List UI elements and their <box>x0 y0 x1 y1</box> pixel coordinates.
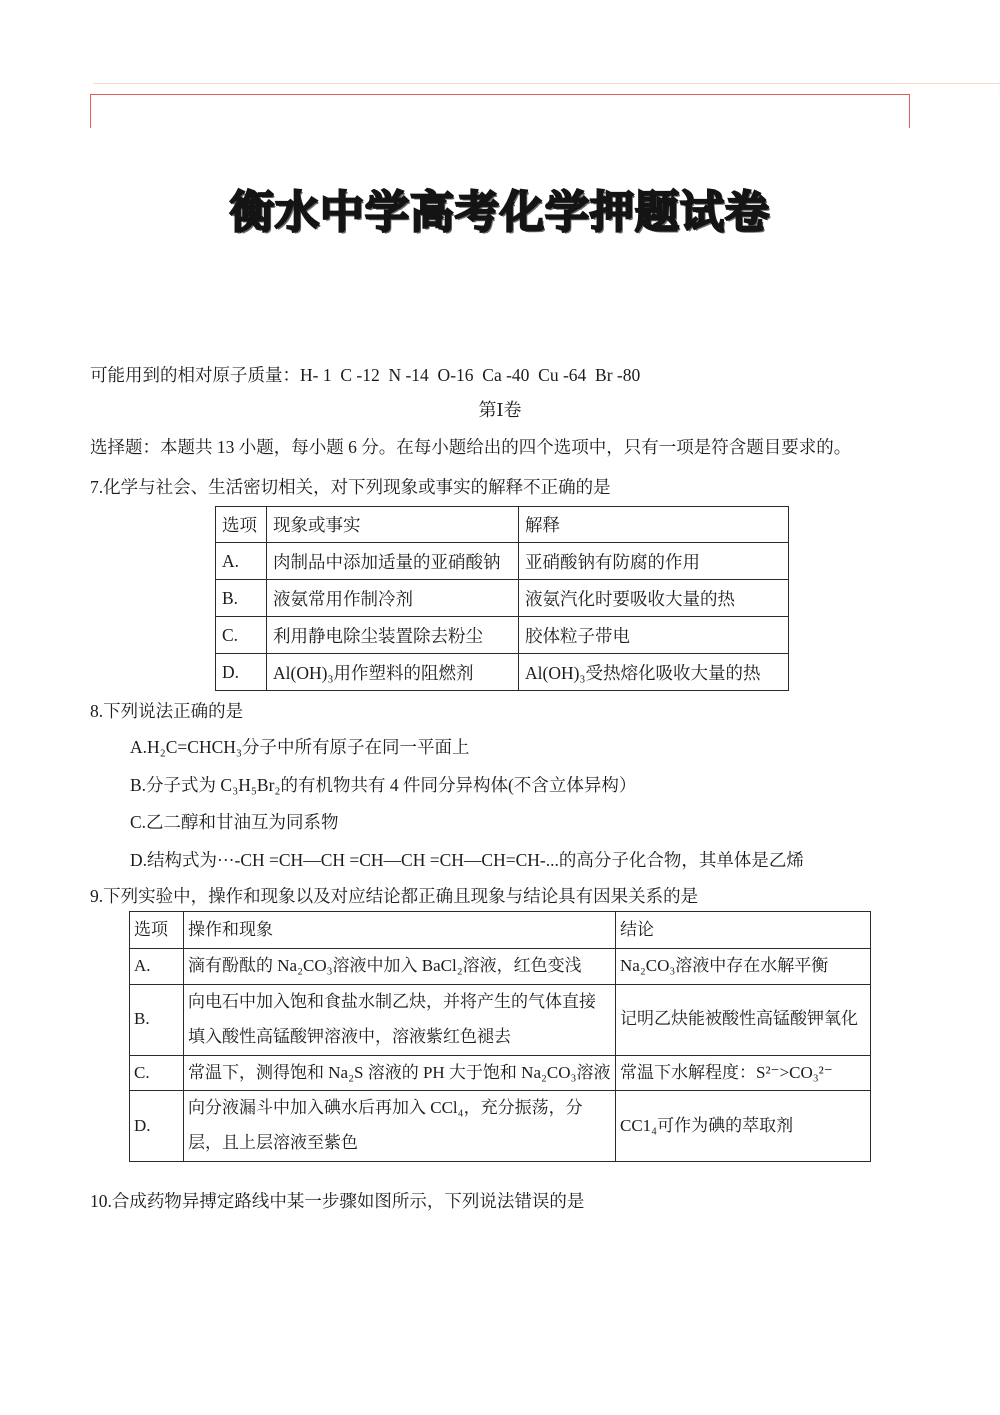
option-a: A.H₂C=CHCH₃分子中所有原子在同一平面上 <box>130 737 470 757</box>
conclusion-cell: Na₂CO₃溶液中存在水解平衡 <box>616 949 871 985</box>
table-row <box>130 1055 871 1091</box>
table-row <box>130 949 871 985</box>
operation-cell: 向电石中加入饱和食盐水制乙炔，并将产生的气体直接填入酸性高锰酸钾溶液中，溶液紫红色褪去 <box>184 984 616 1055</box>
question-9-stem: 9.下列实验中，操作和现象以及对应结论都正确且现象与结论具有因果关系的是 <box>90 886 699 906</box>
header-cell-operation: 操作和现象 <box>184 912 616 949</box>
instructions-line: 选择题：本题共 13 小题，每小题 6 分。在每小题给出的四个选项中，只有一项是符含题目要求的。 <box>90 437 852 457</box>
table-row <box>216 580 789 617</box>
question-7-table <box>215 506 789 691</box>
option-label: B. <box>216 580 267 617</box>
option-label: D. <box>130 1091 184 1162</box>
option-label: D. <box>216 654 267 691</box>
header-red-box <box>90 94 910 128</box>
phenomenon-cell: 肉制品中添加适量的亚硝酸钠 <box>267 543 519 580</box>
option-b: B.分子式为 C₃H₅Br₂的有机物共有 4 件同分异构体(不含立体异构） <box>130 774 637 795</box>
operation-cell: 常温下，测得饱和 Na₂S 溶液的 PH 大于饱和 Na₂CO₃溶液 <box>184 1055 616 1091</box>
option-c: C.乙二醇和甘油互为同系物 <box>130 812 339 832</box>
table-row <box>216 543 789 580</box>
exam-title: 衡水中学高考化学押题试卷 <box>230 188 770 237</box>
question-8-options <box>130 729 940 879</box>
question-9-table <box>129 911 871 1162</box>
phenomenon-cell: 液氨常用作制冷剂 <box>267 580 519 617</box>
explanation-cell: 胶体粒子带电 <box>519 617 789 654</box>
conclusion-cell: 常温下水解程度：S²⁻>CO₃²⁻ <box>616 1055 871 1091</box>
table-header-row <box>216 507 789 543</box>
conclusion-cell: 记明乙炔能被酸性高锰酸钾氧化 <box>616 984 871 1055</box>
table-row <box>216 654 789 691</box>
table-header-row <box>130 912 871 949</box>
header-cell-explanation: 解释 <box>519 507 789 543</box>
conclusion-cell: CC1₄可作为碘的萃取剂 <box>616 1091 871 1162</box>
option-label: C. <box>130 1055 184 1091</box>
section-title: 第Ⅰ卷 <box>478 400 522 420</box>
atomic-mass-note: 可能用到的相对原子质量：H- 1 C -12 N -14 O-16 Ca -40 Cu -64 Br -80 <box>90 365 641 385</box>
option-d: D.结构式为···-CH =CH—CH =CH—CH =CH—CH=CH-...的高分子化合物，其单体是乙烯 <box>130 849 804 870</box>
table-row <box>216 617 789 654</box>
question-10-stem: 10.合成药物异搏定路线中某一步骤如图所示，下列说法错误的是 <box>90 1191 585 1211</box>
operation-cell: 向分液漏斗中加入碘水后再加入 CCl₄，充分振荡，分层，且上层溶液至紫色 <box>184 1091 616 1162</box>
operation-cell: 滴有酚酞的 Na₂CO₃溶液中加入 BaCl₂溶液，红色变浅 <box>184 949 616 985</box>
table-row <box>130 984 871 1055</box>
header-cell-conclusion: 结论 <box>616 912 871 949</box>
phenomenon-cell: 利用静电除尘装置除去粉尘 <box>267 617 519 654</box>
page-top-rule <box>93 83 1000 84</box>
header-cell-phenomenon: 现象或事实 <box>267 507 519 543</box>
header-cell-option: 选项 <box>216 507 267 543</box>
option-label: A. <box>130 949 184 985</box>
option-label: B. <box>130 984 184 1055</box>
explanation-cell: 亚硝酸钠有防腐的作用 <box>519 543 789 580</box>
option-label: A. <box>216 543 267 580</box>
option-label: C. <box>216 617 267 654</box>
question-7-stem: 7.化学与社会、生活密切相关，对下列现象或事实的解释不正确的是 <box>90 477 611 497</box>
question-8-stem: 8.下列说法正确的是 <box>90 701 244 721</box>
explanation-cell: Al(OH)₃受热熔化吸收大量的热 <box>519 654 789 691</box>
phenomenon-cell: Al(OH)₃用作塑料的阻燃剂 <box>267 654 519 691</box>
header-cell-option: 选项 <box>130 912 184 949</box>
explanation-cell: 液氨汽化时要吸收大量的热 <box>519 580 789 617</box>
table-row <box>130 1091 871 1162</box>
